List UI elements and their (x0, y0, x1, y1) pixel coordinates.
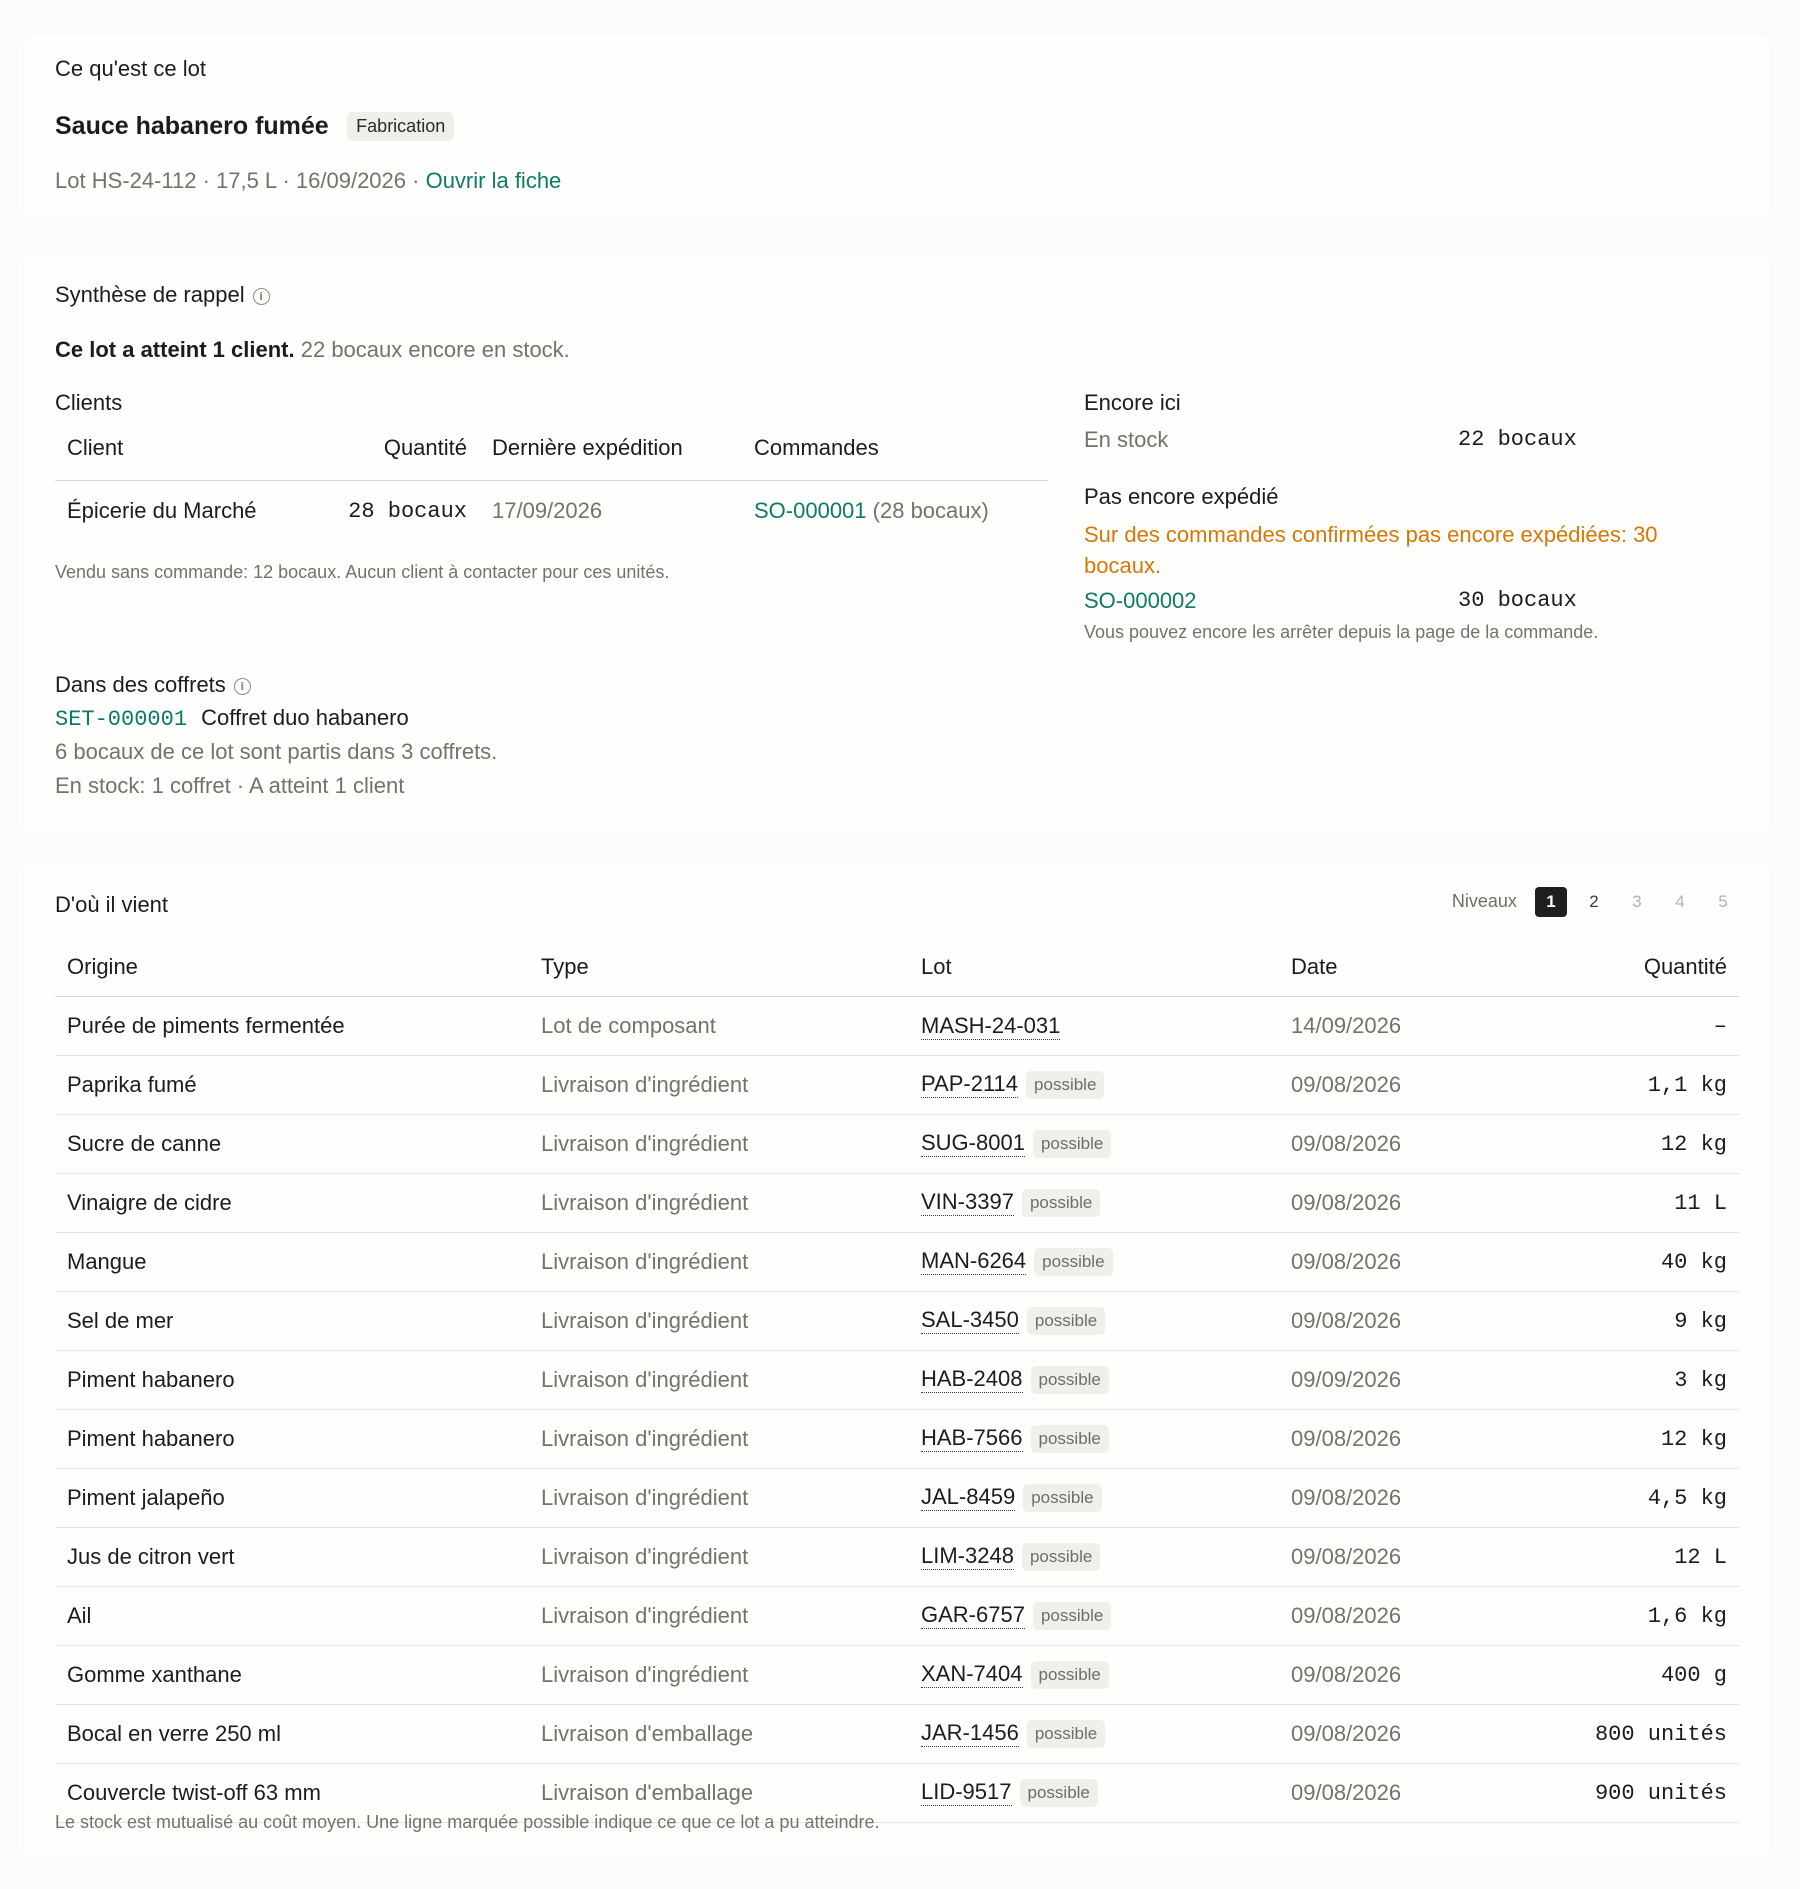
origin-name: Paprika fumé (55, 1056, 540, 1115)
levels-label: Niveaux (1451, 891, 1517, 911)
lot-link[interactable]: LID-9517 (921, 1778, 1012, 1804)
pending-order-qty: 30 bocaux (1458, 588, 1577, 613)
lot-identity-card (24, 34, 1770, 218)
open-sheet-link[interactable]: Ouvrir la fiche (425, 168, 562, 193)
level-5-button[interactable]: 5 (1718, 892, 1728, 911)
origin-date: 09/08/2026 (1290, 1174, 1512, 1233)
origin-type: Lot de composant (540, 997, 920, 1056)
level-4-button[interactable]: 4 (1675, 892, 1685, 911)
lot-cell (920, 1646, 1290, 1705)
lot-cell (920, 1410, 1290, 1469)
client-qty: 28 bocaux (348, 498, 467, 524)
lot-cell (920, 1115, 1290, 1174)
table-row[interactable] (55, 1056, 1739, 1115)
origin-heading: D'où il vient (55, 892, 169, 917)
lot-cell (920, 1056, 1290, 1115)
origin-name: Vinaigre de cidre (55, 1174, 540, 1233)
in-stock-label: En stock (1084, 427, 1169, 452)
lot-meta: Lot HS-24-112 · 17,5 L · 16/09/2026 · (55, 168, 420, 193)
in-stock-qty: 22 bocaux (1458, 427, 1577, 452)
possible-badge: possible (1027, 1720, 1105, 1748)
possible-badge: possible (1022, 1543, 1100, 1571)
table-row[interactable] (55, 1705, 1739, 1764)
lot-link[interactable]: GAR-6757 (921, 1601, 1025, 1627)
origin-date: 09/08/2026 (1290, 1469, 1512, 1528)
col-client: Client (55, 416, 336, 481)
lot-cell (920, 1174, 1290, 1233)
lot-link[interactable]: LIM-3248 (921, 1542, 1014, 1568)
col-last-shipment: Dernière expédition (491, 416, 753, 481)
origin-qty: 400 g (1512, 1646, 1739, 1705)
origin-type: Livraison d'ingrédient (540, 1351, 920, 1410)
pending-order-link[interactable]: SO-000002 (1084, 588, 1197, 613)
type-badge: Fabrication (347, 112, 454, 141)
table-row[interactable] (55, 1174, 1739, 1233)
lot-link[interactable]: JAR-1456 (921, 1719, 1019, 1745)
origin-qty: – (1512, 997, 1739, 1056)
table-row[interactable] (55, 1646, 1739, 1705)
col-lot: Lot (920, 938, 1290, 997)
possible-badge: possible (1034, 1248, 1112, 1276)
levels-selector (1452, 887, 1739, 917)
origin-qty: 800 unités (1512, 1705, 1739, 1764)
table-row[interactable] (55, 1351, 1739, 1410)
origin-type: Livraison d'ingrédient (540, 1174, 920, 1233)
origin-date: 09/08/2026 (1290, 1705, 1512, 1764)
origin-type: Livraison d'ingrédient (540, 1410, 920, 1469)
order-qty: (28 bocaux) (872, 498, 989, 523)
origin-qty: 3 kg (1512, 1351, 1739, 1410)
origin-type: Livraison d'ingrédient (540, 1528, 920, 1587)
origin-date: 09/08/2026 (1290, 1292, 1512, 1351)
col-type: Type (540, 938, 920, 997)
client-last-shipment: 17/09/2026 (492, 498, 603, 523)
table-row[interactable] (55, 1410, 1739, 1469)
recall-heading: Synthèse de rappel (55, 282, 245, 307)
lot-link[interactable]: MASH-24-031 (921, 1013, 1061, 1038)
origin-date: 09/08/2026 (1290, 1410, 1512, 1469)
col-date: Date (1290, 938, 1512, 997)
origin-date: 09/08/2026 (1290, 1056, 1512, 1115)
lot-link[interactable]: JAL-8459 (921, 1483, 1016, 1509)
origin-name: Mangue (55, 1233, 540, 1292)
origin-type: Livraison d'ingrédient (540, 1587, 920, 1646)
product-name: Sauce habanero fumée (55, 112, 329, 140)
origin-date: 14/09/2026 (1290, 997, 1512, 1056)
table-row[interactable] (55, 1233, 1739, 1292)
origin-name: Sucre de canne (55, 1115, 540, 1174)
origin-name: Purée de piments fermentée (55, 997, 540, 1056)
origin-date: 09/08/2026 (1290, 1115, 1512, 1174)
info-icon[interactable]: i (234, 678, 251, 695)
client-row (55, 481, 1048, 542)
origin-type: Livraison d'emballage (540, 1705, 920, 1764)
lot-cell (920, 1469, 1290, 1528)
table-row[interactable] (55, 997, 1739, 1056)
possible-badge: possible (1020, 1779, 1098, 1807)
lot-cell (920, 1587, 1290, 1646)
origin-name: Bocal en verre 250 ml (55, 1705, 540, 1764)
origin-name: Piment jalapeño (55, 1469, 540, 1528)
origin-type: Livraison d'ingrédient (540, 1469, 920, 1528)
possible-badge: possible (1023, 1484, 1101, 1512)
lot-cell (920, 1705, 1290, 1764)
lot-link[interactable]: SAL-3450 (921, 1306, 1019, 1332)
origin-type: Livraison d'ingrédient (540, 1056, 920, 1115)
lot-cell (920, 1292, 1290, 1351)
origin-date: 09/08/2026 (1290, 1764, 1512, 1823)
origin-name: Jus de citron vert (55, 1528, 540, 1587)
info-icon[interactable]: i (253, 288, 270, 305)
possible-badge: possible (1031, 1366, 1109, 1394)
order-link[interactable]: SO-000001 (754, 498, 867, 523)
sets-line-1: 6 bocaux de ce lot sont partis dans 3 coffrets. (55, 739, 498, 764)
lot-link[interactable]: VIN-3397 (921, 1188, 1014, 1214)
origin-qty: 40 kg (1512, 1233, 1739, 1292)
table-row[interactable] (55, 1587, 1739, 1646)
col-quantity: Quantité (1512, 938, 1739, 997)
clients-table (55, 416, 1048, 541)
possible-badge: possible (1022, 1189, 1100, 1217)
origin-footnote: Le stock est mutualisé au coût moyen. Une ligne marquée possible indique ce que ce lot a pu atteindre. (55, 1812, 880, 1832)
table-row[interactable] (55, 1469, 1739, 1528)
lot-link[interactable]: HAB-2408 (921, 1365, 1023, 1391)
origin-date: 09/08/2026 (1290, 1528, 1512, 1587)
origin-qty: 12 kg (1512, 1410, 1739, 1469)
lot-cell (920, 1764, 1290, 1823)
origin-date: 09/08/2026 (1290, 1233, 1512, 1292)
origin-qty: 11 L (1512, 1174, 1739, 1233)
possible-badge: possible (1027, 1307, 1105, 1335)
origin-type: Livraison d'emballage (540, 1764, 920, 1823)
possible-badge: possible (1031, 1425, 1109, 1453)
origin-date: 09/08/2026 (1290, 1587, 1512, 1646)
recall-summary-bold: Ce lot a atteint 1 client. (55, 337, 295, 362)
level-1-button[interactable]: 1 (1535, 887, 1567, 917)
lot-link[interactable]: PAP-2114 (921, 1070, 1019, 1096)
card-heading: Ce qu'est ce lot (55, 56, 206, 81)
col-quantity: Quantité (336, 416, 491, 481)
origin-type: Livraison d'ingrédient (540, 1115, 920, 1174)
origin-name: Piment habanero (55, 1351, 540, 1410)
not-shipped-heading: Pas encore expédié (1084, 484, 1279, 509)
origin-qty: 900 unités (1512, 1764, 1739, 1823)
origin-date: 09/08/2026 (1290, 1646, 1512, 1705)
sets-line-2: En stock: 1 coffret · A atteint 1 client (55, 773, 405, 798)
lot-cell (920, 997, 1290, 1056)
origin-table (55, 938, 1739, 1823)
col-origin: Origine (55, 938, 540, 997)
origin-name: Couvercle twist-off 63 mm (55, 1764, 540, 1823)
set-name: Coffret duo habanero (201, 705, 409, 730)
table-row[interactable] (55, 1115, 1739, 1174)
lot-link[interactable]: XAN-7404 (921, 1660, 1023, 1686)
col-orders: Commandes (753, 416, 1048, 481)
possible-badge: possible (1033, 1602, 1111, 1630)
origin-qty: 12 L (1512, 1528, 1739, 1587)
lot-link[interactable]: MAN-6264 (921, 1247, 1027, 1273)
origin-name: Gomme xanthane (55, 1646, 540, 1705)
level-3-button[interactable]: 3 (1632, 892, 1642, 911)
not-shipped-warning: Sur des commandes confirmées pas encore expédiées: 30 bocaux. (1084, 522, 1658, 578)
lot-cell (920, 1351, 1290, 1410)
client-name: Épicerie du Marché (67, 498, 257, 523)
origin-qty: 9 kg (1512, 1292, 1739, 1351)
clients-note: Vendu sans commande: 12 bocaux. Aucun client à contacter pour ces unités. (55, 562, 670, 582)
not-shipped-note: Vous pouvez encore les arrêter depuis la page de la commande. (1084, 622, 1599, 642)
possible-badge: possible (1031, 1661, 1109, 1689)
lot-cell (920, 1528, 1290, 1587)
level-2-button[interactable]: 2 (1589, 892, 1599, 911)
origin-qty: 1,6 kg (1512, 1587, 1739, 1646)
table-row[interactable] (55, 1292, 1739, 1351)
origin-name: Ail (55, 1587, 540, 1646)
origin-qty: 1,1 kg (1512, 1056, 1739, 1115)
set-code-link[interactable]: SET-000001 (55, 707, 188, 732)
origin-table-body (55, 997, 1739, 1823)
origin-qty: 4,5 kg (1512, 1469, 1739, 1528)
recall-summary-rest: 22 bocaux encore en stock. (300, 337, 570, 362)
clients-heading: Clients (55, 390, 123, 415)
lot-cell (920, 1233, 1290, 1292)
origin-date: 09/09/2026 (1290, 1351, 1512, 1410)
origin-card (24, 862, 1770, 1858)
origin-name: Sel de mer (55, 1292, 540, 1351)
recall-summary-card (24, 254, 1770, 834)
possible-badge: possible (1026, 1071, 1104, 1099)
lot-link[interactable]: SUG-8001 (921, 1129, 1025, 1155)
lot-link[interactable]: HAB-7566 (921, 1424, 1023, 1450)
origin-type: Livraison d'ingrédient (540, 1646, 920, 1705)
origin-type: Livraison d'ingrédient (540, 1233, 920, 1292)
possible-badge: possible (1033, 1130, 1111, 1158)
table-row[interactable] (55, 1528, 1739, 1587)
origin-qty: 12 kg (1512, 1115, 1739, 1174)
origin-name: Piment habanero (55, 1410, 540, 1469)
origin-type: Livraison d'ingrédient (540, 1292, 920, 1351)
sets-heading: Dans des coffrets (55, 672, 226, 697)
still-here-heading: Encore ici (1084, 390, 1181, 415)
